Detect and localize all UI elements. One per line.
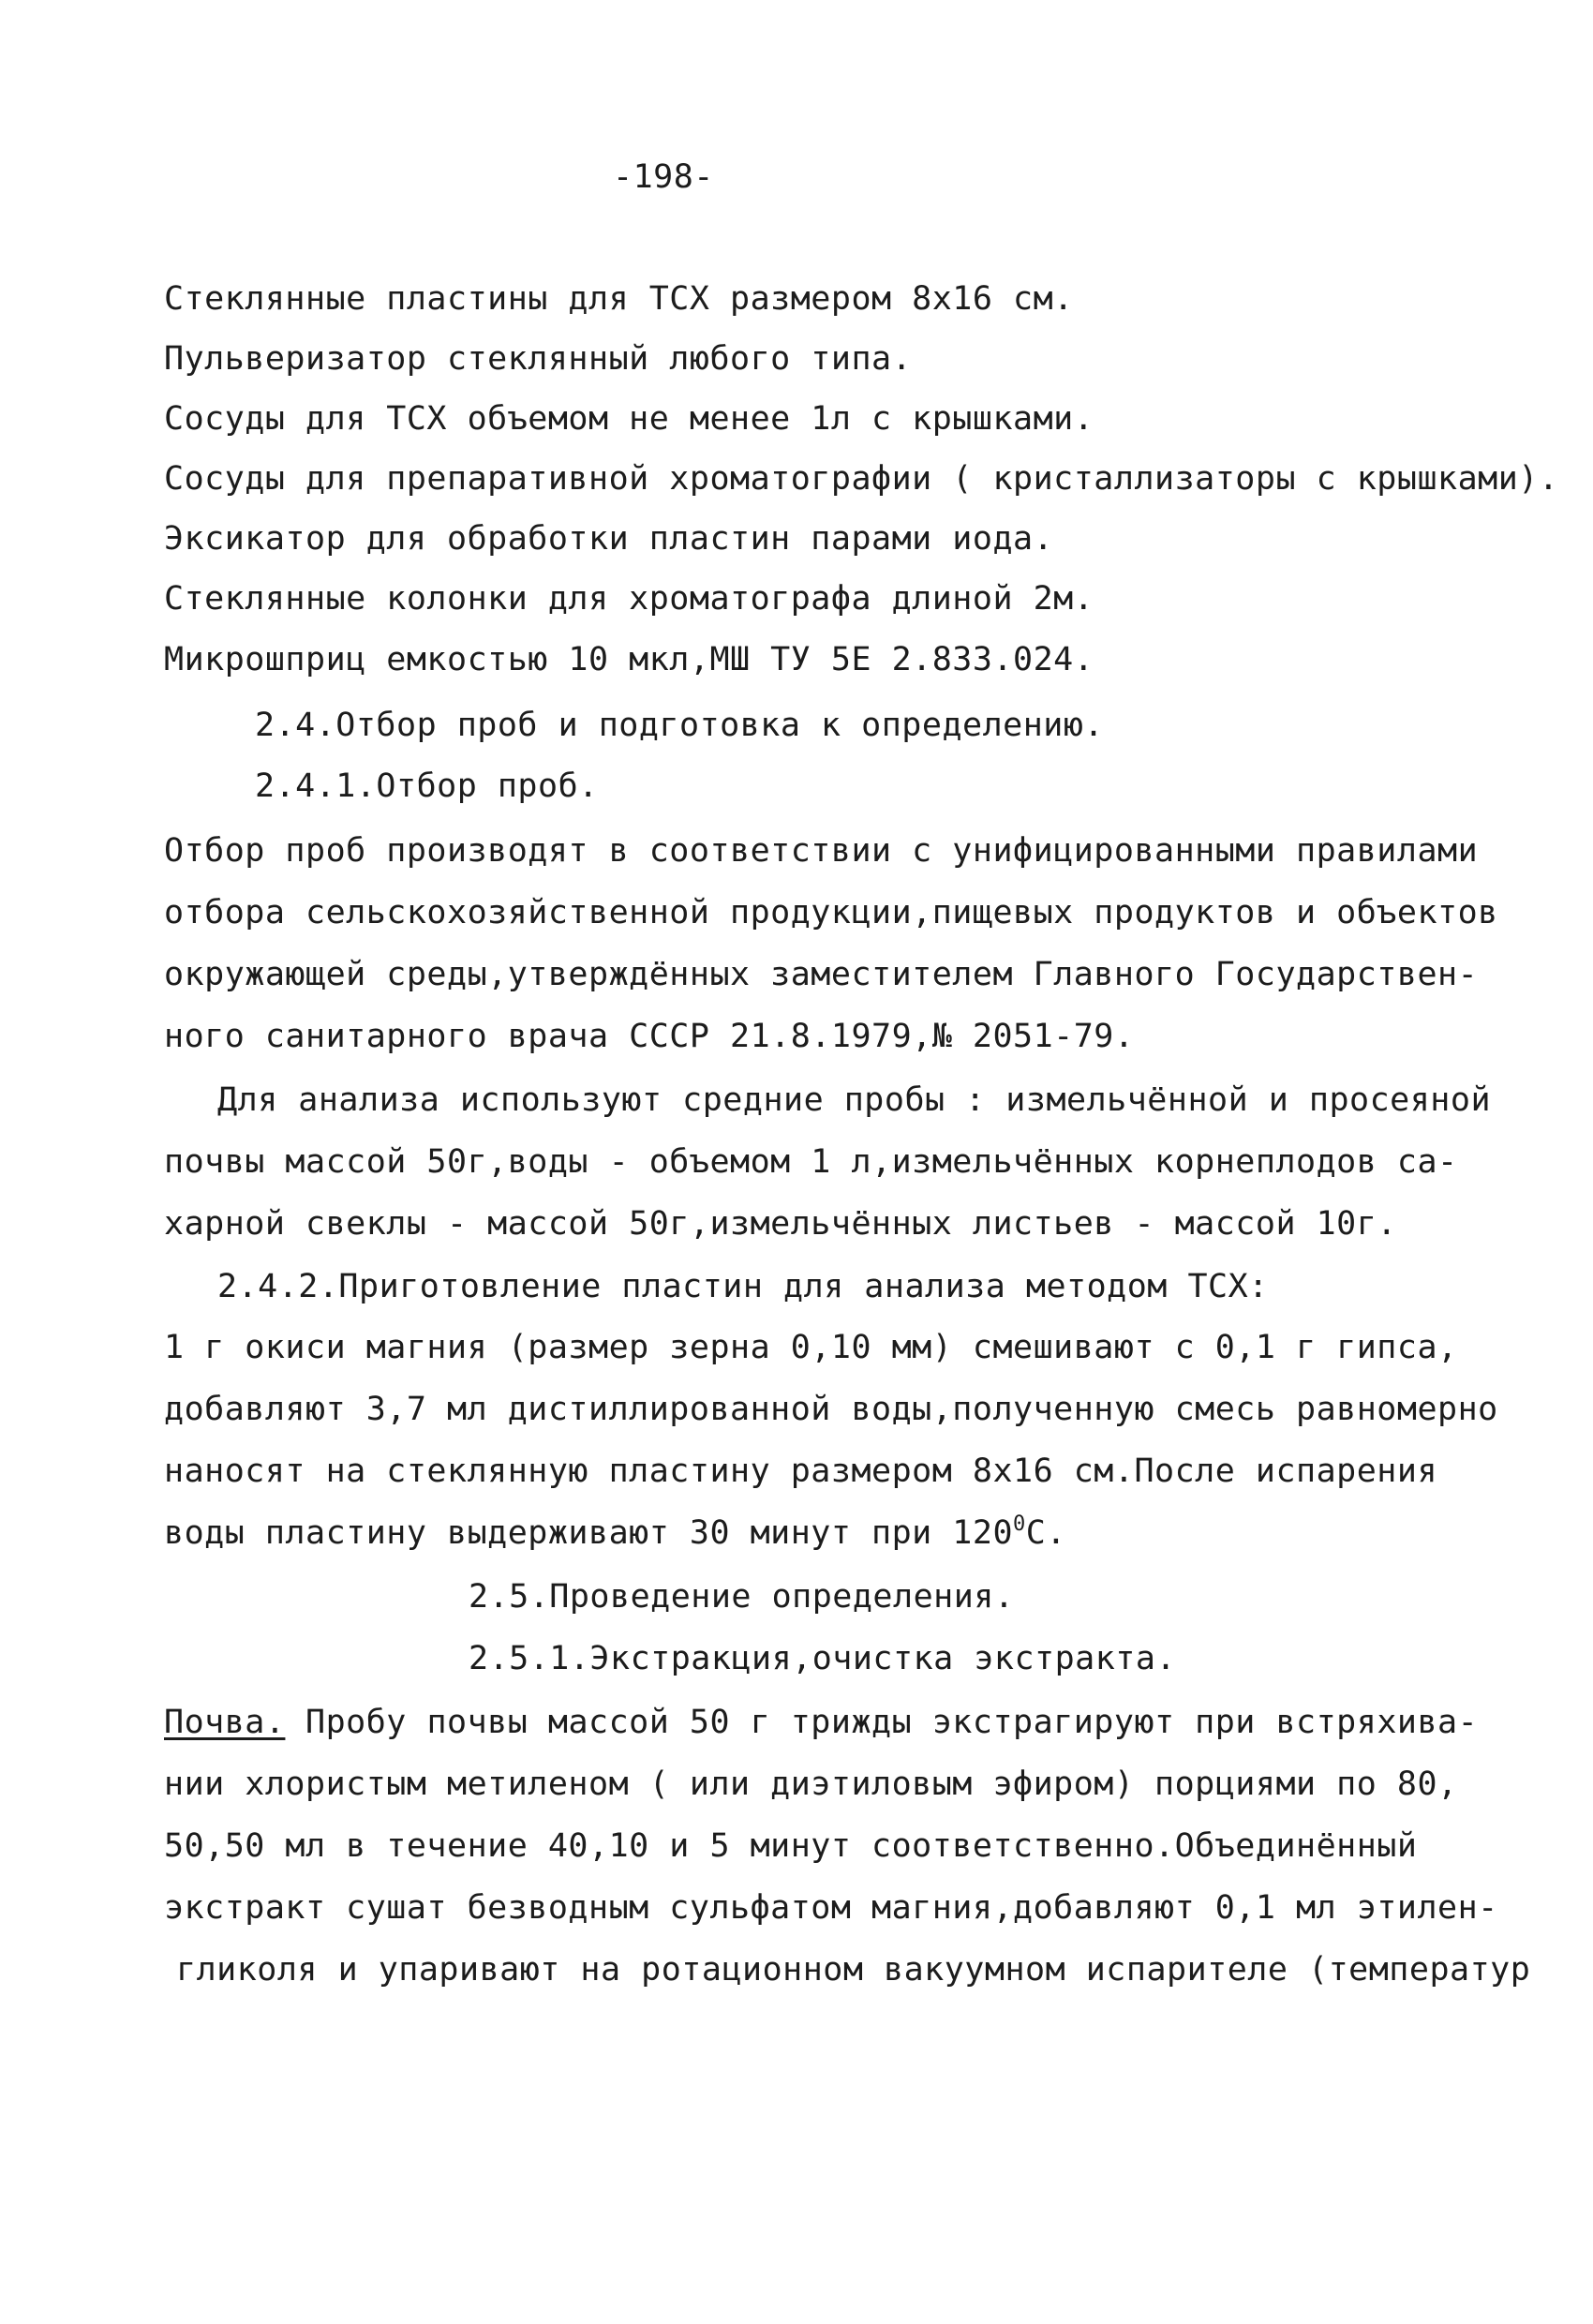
equipment-line-glass-plates: Стеклянные пластины для ТСХ размером 8х16 см. [164,280,1074,318]
section-heading-2-5: 2.5.Проведение определения. [469,1578,1015,1616]
sampling-text-line: ного санитарного врача СССР 21.8.1979,№ 2051-79. [164,1018,1135,1055]
sampling-text-line: окружающей среды,утверждённых заместителем Главного Государствен- [164,956,1479,993]
soil-text-line: 50,50 мл в течение 40,10 и 5 минут соответственно.Объединённый [164,1827,1418,1865]
plates-text-line: наносят на стеклянную пластину размером 8х16 см.После испарения [164,1452,1438,1490]
plates-text: воды пластину выдерживают 30 минут при 120 [164,1514,1014,1552]
soil-label: Почва. [164,1704,286,1741]
degree-superscript: 0 [1013,1512,1026,1536]
section-heading-2-5-1: 2.5.1.Экстракция,очистка экстракта. [469,1640,1177,1677]
sampling-text-line: Отбор проб производят в соответствии с унифицированными правилами [164,832,1479,870]
plates-text-line: 1 г окиси магния (размер зерна 0,10 мм) смешивают с 0,1 г гипса, [164,1329,1458,1366]
soil-text: Пробу почвы массой 50 г трижды экстрагируют при встряхива- [285,1704,1479,1741]
section-heading-2-4: 2.4.Отбор проб и подготовка к определению. [255,707,1105,744]
analysis-text-line: харной свеклы - массой 50г,измельчённых листьев - массой 10г. [164,1205,1397,1243]
section-heading-2-4-1: 2.4.1.Отбор проб. [255,767,599,805]
equipment-line-tlc-vessels: Сосуды для ТСХ объемом не менее 1л с крышками. [164,400,1094,438]
equipment-line-microsyringe: Микрошприц емкостью 10 мкл,МШ ТУ 5Е 2.833.024. [164,641,1094,678]
equipment-line-prep-vessels: Сосуды для препаративной хроматографии ( кристаллизаторы с крышками). [164,460,1559,498]
analysis-text-line: почвы массой 50г,воды - объемом 1 л,измельчённых корнеплодов са- [164,1143,1458,1181]
soil-text-line: гликоля и упаривают на ротационном вакуумном испарителе (температур [176,1951,1531,1989]
equipment-line-desiccator: Эксикатор для обработки пластин парами иода. [164,520,1054,558]
equipment-line-sprayer: Пульверизатор стеклянный любого типа. [164,340,913,378]
sampling-text-line: отбора сельскохозяйственной продукции,пищевых продуктов и объектов [164,894,1498,931]
soil-text-line-first [164,1700,1478,1745]
plates-text-line-temperature [164,1511,1066,1556]
page-number: -198- [613,158,714,196]
plates-text-line: добавляют 3,7 мл дистиллированной воды,полученную смесь равномерно [164,1391,1498,1428]
section-heading-2-4-2: 2.4.2.Приготовление пластин для анализа методом ТСХ: [217,1268,1269,1305]
equipment-line-columns: Стеклянные колонки для хроматографа длиной 2м. [164,580,1094,618]
plates-text-unit: С. [1025,1514,1066,1552]
soil-text-line: нии хлористым метиленом ( или диэтиловым эфиром) порциями по 80, [164,1765,1458,1803]
analysis-text-line: Для анализа используют средние пробы : измельчённой и просеяной [217,1081,1492,1119]
soil-text-line: экстракт сушат безводным сульфатом магния,добавляют 0,1 мл этилен- [164,1889,1498,1927]
